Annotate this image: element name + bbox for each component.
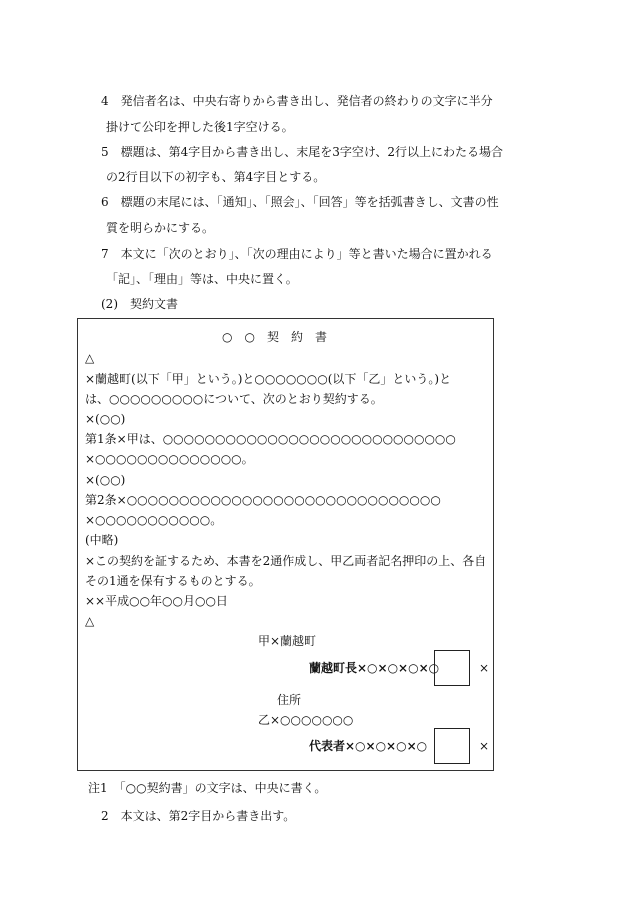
rule-item-5-line1: 5 標題は、第4字目から書き出し、末尾を3字空け、2行以上にわたる場合 xyxy=(101,145,504,159)
note-2: 2 本文は、第2字目から書き出す。 xyxy=(101,809,296,823)
contract-date: ××平成○○年○○月○○日 xyxy=(85,594,228,608)
omitted-marker: (中略) xyxy=(85,533,119,547)
seal-box-b xyxy=(434,728,470,764)
article-heading-1: ×(○○) xyxy=(85,412,126,426)
party-b-label: 乙×○○○○○○○ xyxy=(258,713,354,727)
contract-intro-line1: ×蘭越町(以下「甲」という。)と○○○○○○○(以下「乙」という。)と xyxy=(85,372,452,386)
party-a-trailing-space: × xyxy=(479,661,490,675)
rule-item-6-line1: 6 標題の末尾には、「通知」、「照会」、「回答」等を括弧書きし、文書の性 xyxy=(101,195,499,209)
address-label: 住所 xyxy=(277,693,302,707)
party-a-signer: 蘭越町長×○×○×○×○ xyxy=(309,661,440,675)
space-mark: △ xyxy=(85,614,95,628)
contract-intro-line2: は、○○○○○○○○○について、次のとおり契約する。 xyxy=(85,392,383,406)
rule-item-4-line2: 掛けて公印を押した後1字空ける。 xyxy=(106,120,294,134)
rule-item-5-line2: の2行目以下の初字も、第4字目とする。 xyxy=(106,170,326,184)
rule-item-7-line2: 「記」、「理由」等は、中央に置く。 xyxy=(106,272,298,286)
rule-item-7-line1: 7 本文に「次のとおり」、「次の理由により」等と書いた場合に置かれる xyxy=(101,247,493,261)
section-heading: (2) 契約文書 xyxy=(101,297,178,311)
seal-box-a xyxy=(434,650,470,686)
note-1: 注1 「○○契約書」の文字は、中央に書く。 xyxy=(88,781,327,795)
article-2-line2: ×○○○○○○○○○○○。 xyxy=(85,513,223,527)
article-1-line2: ×○○○○○○○○○○○○○○。 xyxy=(85,452,254,466)
article-heading-2: ×(○○) xyxy=(85,473,126,487)
rule-item-4-line1: 4 発信者名は、中央右寄りから書き出し、発信者の終わりの文字に半分 xyxy=(101,94,493,108)
contract-title: ○ ○ 契 約 書 xyxy=(222,330,327,344)
article-2-line1: 第2条×○○○○○○○○○○○○○○○○○○○○○○○○○○○○○○ xyxy=(85,493,441,507)
article-1-line1: 第1条×甲は、○○○○○○○○○○○○○○○○○○○○○○○○○○○○ xyxy=(85,432,456,446)
party-a-label: 甲×蘭越町 xyxy=(258,634,317,648)
rule-item-6-line2: 質を明らかにする。 xyxy=(106,221,215,235)
closing-line1: ×この契約を証するため、本書を2通作成し、甲乙両者記名押印の上、各自 xyxy=(85,554,487,568)
party-b-trailing-space: × xyxy=(479,739,490,753)
party-b-signer: 代表者×○×○×○×○ xyxy=(309,739,428,753)
space-mark: △ xyxy=(85,351,95,365)
closing-line2: その1通を保有するものとする。 xyxy=(85,574,261,588)
